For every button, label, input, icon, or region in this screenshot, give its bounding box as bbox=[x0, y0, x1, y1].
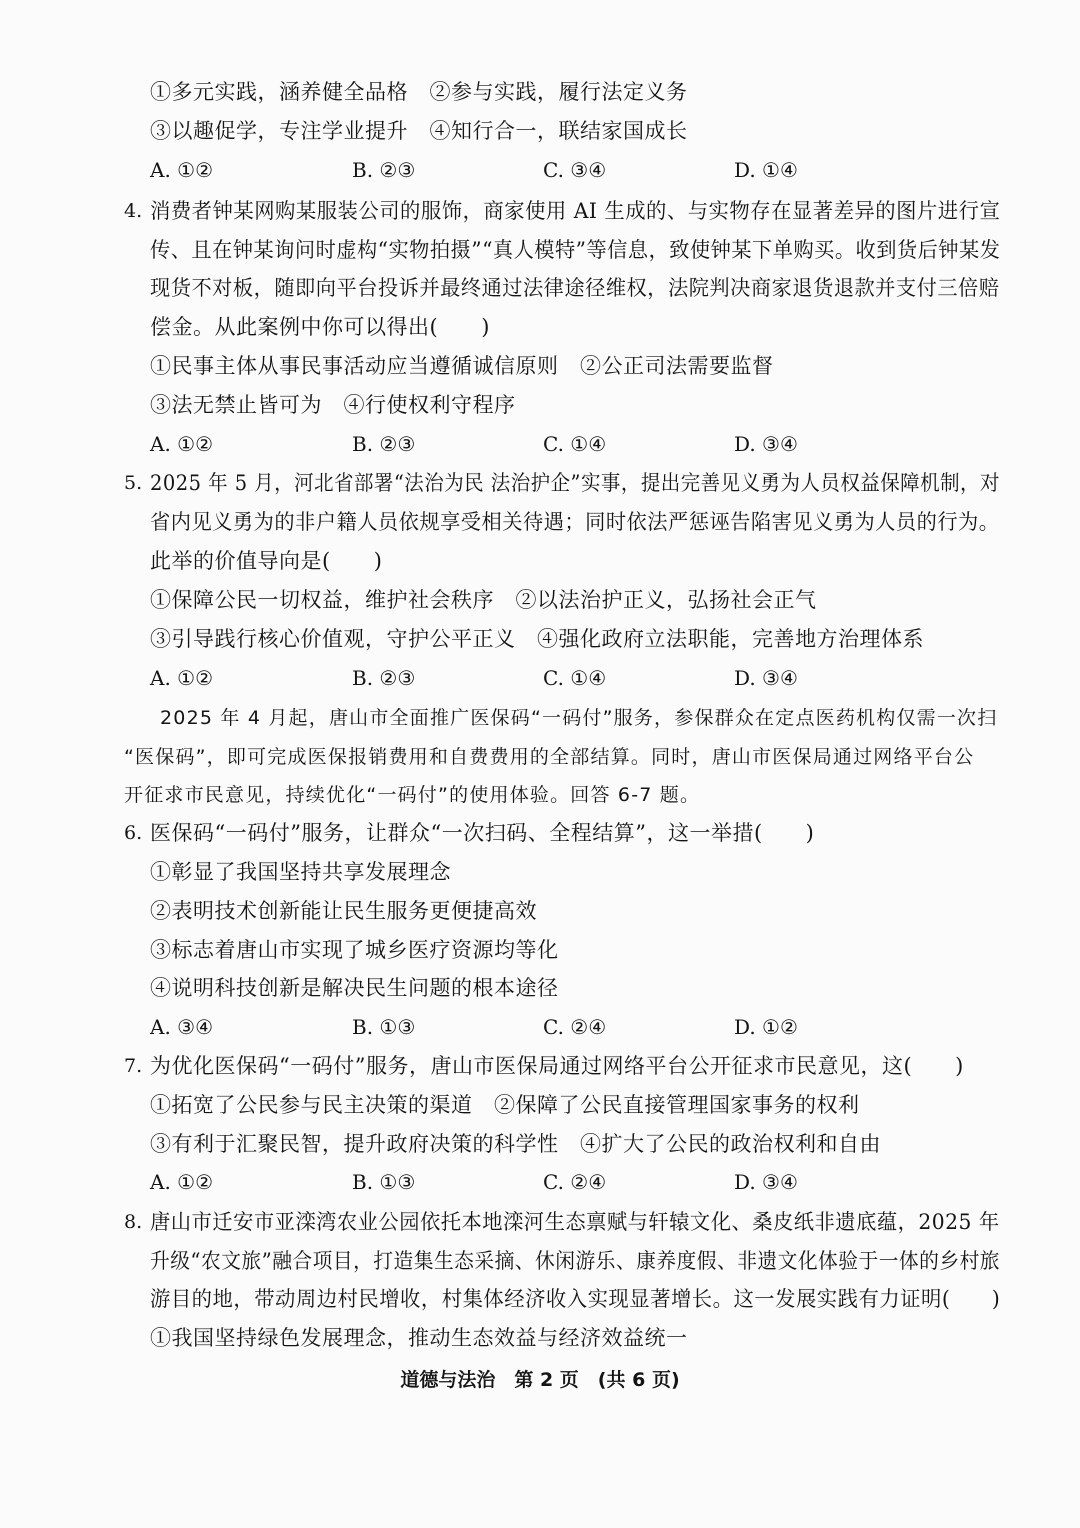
q8-number: 8. bbox=[124, 1211, 143, 1233]
q5-option-b: B. ②③ bbox=[352, 666, 416, 690]
q5-statements-line-2: ③引导践行核心价值观，守护公平正义 ④强化政府立法职能，完善地方治理体系 bbox=[150, 627, 924, 651]
q4-option-b: B. ②③ bbox=[352, 432, 416, 456]
q5-option-d: D. ③④ bbox=[734, 666, 798, 690]
q4-number: 4. bbox=[124, 200, 143, 222]
q6-statement-3: ③标志着唐山市实现了城乡医疗资源均等化 bbox=[150, 938, 559, 962]
q4-option-a: A. ①② bbox=[150, 432, 214, 456]
q7-statements-line-1: ①拓宽了公民参与民主决策的渠道 ②保障了公民直接管理国家事务的权利 bbox=[150, 1093, 860, 1117]
q8-stem-line-2: 升级“农文旅”融合项目，打造集生态采摘、休闲游乐、康养度假、非遗文化体验于一体的乡村旅 bbox=[150, 1249, 1001, 1273]
q4-option-c: C. ①④ bbox=[543, 432, 607, 456]
q6-stem-line-1: 医保码“一码付”服务，让群众“一次扫码、全程结算”，这一举措( ) bbox=[150, 821, 815, 845]
q6-number: 6. bbox=[124, 822, 143, 844]
q7-option-a: A. ①② bbox=[150, 1170, 214, 1194]
q7-option-d: D. ③④ bbox=[734, 1170, 798, 1194]
q3-statements-line-2: ③以趣促学，专注学业提升 ④知行合一，联结家国成长 bbox=[150, 119, 688, 143]
q6-option-d: D. ①② bbox=[734, 1015, 798, 1039]
material-line-1: 2025 年 4 月起，唐山市全面推广医保码“一码付”服务，参保群众在定点医药机构仅需一次扫 bbox=[160, 707, 998, 729]
q6-option-c: C. ②④ bbox=[543, 1015, 607, 1039]
q5-number: 5. bbox=[124, 472, 143, 494]
q8-stem-line-3: 游目的地，带动周边村民增收，村集体经济收入实现显著增长。这一发展实践有力证明( ) bbox=[150, 1287, 1001, 1311]
page-footer: 道德与法治 第 2 页 (共 6 页) bbox=[400, 1369, 680, 1391]
q3-statements-line-1: ①多元实践，涵养健全品格 ②参与实践，履行法定义务 bbox=[150, 80, 688, 104]
q4-stem-line-3: 现货不对板，随即向平台投诉并最终通过法律途径维权，法院判决商家退货退款并支付三倍赔 bbox=[150, 276, 1000, 300]
q3-option-b: B. ②③ bbox=[352, 158, 416, 182]
q4-statements-line-2: ③法无禁止皆可为 ④行使权利守程序 bbox=[150, 393, 516, 417]
q7-stem-line-1: 为优化医保码“一码付”服务，唐山市医保局通过网络平台公开征求市民意见，这( ) bbox=[150, 1054, 964, 1078]
material-line-3: 开征求市民意见，持续优化“一码付”的使用体验。回答 6-7 题。 bbox=[124, 784, 701, 806]
q4-statements-line-1: ①民事主体从事民事活动应当遵循诚信原则 ②公正司法需要监督 bbox=[150, 354, 774, 378]
q7-option-b: B. ①③ bbox=[352, 1170, 416, 1194]
q6-statement-1: ①彰显了我国坚持共享发展理念 bbox=[150, 860, 451, 884]
q5-stem-line-1: 2025 年 5 月，河北省部署“法治为民 法治护企”实事，提出完善见义勇为人员权益保障机制，对 bbox=[150, 471, 1000, 495]
material-line-2: “医保码”，即可完成医保报销费用和自费费用的全部结算。同时，唐山市医保局通过网络平台公 bbox=[124, 746, 975, 768]
q4-option-d: D. ③④ bbox=[734, 432, 798, 456]
q5-option-a: A. ①② bbox=[150, 666, 214, 690]
q4-stem-line-2: 传、且在钟某询问时虚构“实物拍摄”“真人模特”等信息，致使钟某下单购买。收到货后钟某发 bbox=[150, 238, 1001, 262]
q5-option-c: C. ①④ bbox=[543, 666, 607, 690]
q4-stem-line-4: 偿金。从此案例中你可以得出( ) bbox=[150, 315, 490, 339]
q6-option-a: A. ③④ bbox=[150, 1015, 214, 1039]
q5-statements-line-1: ①保障公民一切权益，维护社会秩序 ②以法治护正义，弘扬社会正气 bbox=[150, 588, 817, 612]
q7-number: 7. bbox=[124, 1055, 143, 1077]
q6-option-b: B. ①③ bbox=[352, 1015, 416, 1039]
q8-stem-line-1: 唐山市迁安市亚滦湾农业公园依托本地滦河生态禀赋与轩辕文化、桑皮纸非遗底蕴，2025 年 bbox=[150, 1210, 1000, 1234]
q7-statements-line-2: ③有利于汇聚民智，提升政府决策的科学性 ④扩大了公民的政治权利和自由 bbox=[150, 1132, 881, 1156]
q8-statements-line-1: ①我国坚持绿色发展理念，推动生态效益与经济效益统一 bbox=[150, 1326, 688, 1350]
q7-option-c: C. ②④ bbox=[543, 1170, 607, 1194]
q3-option-c: C. ③④ bbox=[543, 158, 607, 182]
q5-stem-line-3: 此举的价值导向是( ) bbox=[150, 549, 383, 573]
q6-statement-4: ④说明科技创新是解决民生问题的根本途径 bbox=[150, 976, 559, 1000]
q4-stem-line-1: 消费者钟某网购某服装公司的服饰，商家使用 AI 生成的、与实物存在显著差异的图片进行宣 bbox=[150, 199, 1001, 223]
q6-statement-2: ②表明技术创新能让民生服务更便捷高效 bbox=[150, 899, 537, 923]
q3-option-a: A. ①② bbox=[150, 158, 214, 182]
q3-option-d: D. ①④ bbox=[734, 158, 798, 182]
q5-stem-line-2: 省内见义勇为的非户籍人员依规享受相关待遇；同时依法严惩诬告陷害见义勇为人员的行为。 bbox=[150, 510, 1000, 534]
